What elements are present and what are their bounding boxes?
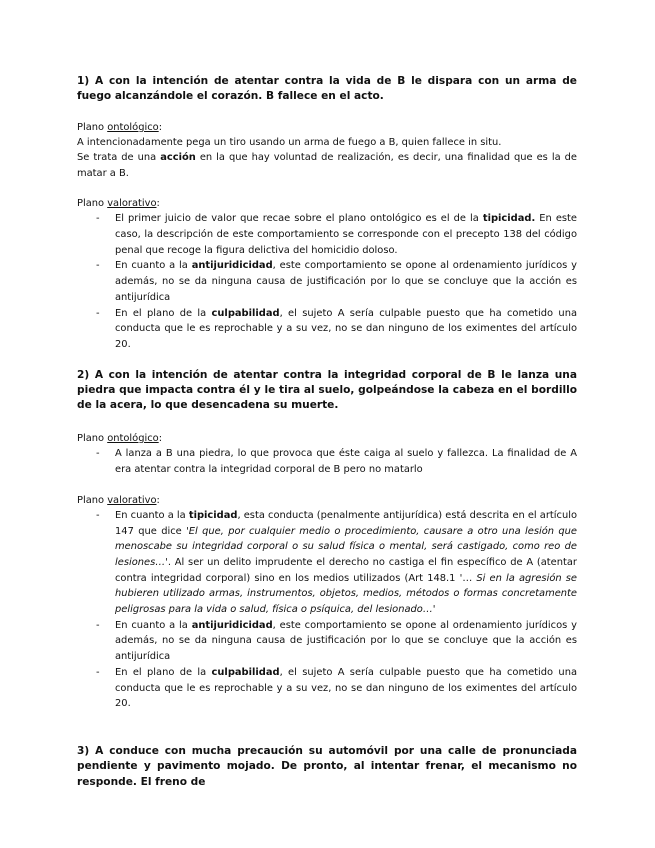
q1-ontologico-line2: Se trata de una acción en la que hay voluntad de realización, es decir, una finalidad que es la de matar a B. bbox=[77, 152, 578, 179]
document-page bbox=[77, 74, 577, 790]
q2-ontologico-list bbox=[77, 446, 577, 477]
q1-plano-valorativo-label: Plano valorativo: bbox=[77, 198, 160, 209]
list-item: - A lanza a B una piedra, lo que provoca que éste caiga al suelo y fallezca. La finalidad de A era atentar contra la integridad corporal de B pero no matarlo bbox=[96, 448, 577, 475]
question-3-title: 3) A conduce con mucha precaución su automóvil por una calle de pronunciada pendiente y pavimento mojado. De pronto, al intentar frenar, el mecanismo no responde. El freno de bbox=[77, 744, 577, 788]
q1-plano-ontologico-label: Plano ontológico: bbox=[77, 121, 163, 133]
list-item: - En cuanto a la antijuridicidad, este comportamiento se opone al ordenamiento jurídicos y además, no se da ninguna causa de justificación por lo que se concluye que la acción es antijurídica bbox=[96, 260, 577, 303]
list-item: - En cuanto a la tipicidad, esta conducta (penalmente antijurídica) está descrita en el artículo 147 que dice 'El que, por cualquier medio o procedimiento, causare a otro una lesión que menoscabe su integridad corporal o su salud física o mental, será castigado, como reo de lesiones…'. Al ser un delito imprudente el derecho no castiga el fin específico de A (atentar contra integridad corporal) sino en los medios utilizados (Art 148.1 '… Si en la agresión se hubieren utilizado armas, instrumentos, objetos, medios, métodos o formas concretamente peligrosas para la vida o salud, física o psíquica, del lesionado…' bbox=[96, 509, 578, 616]
q2-valorativo-list bbox=[77, 508, 577, 712]
list-item: - El primer juicio de valor que recae sobre el plano ontológico es el de la tipicidad. En este caso, la descripción de este comportamiento se corresponde con el precepto 138 del código penal que recoge la figura delictiva del homicidio doloso. bbox=[96, 213, 577, 256]
list-item: - En el plano de la culpabilidad, el sujeto A sería culpable puesto que ha cometido una conducta que le es reprochable y a su vez, no se dan ninguno de los eximentes del artículo 20. bbox=[96, 307, 578, 350]
question-1-title: 1) A con la intención de atentar contra la vida de B le dispara con un arma de fuego alcanzándole el corazón. B fallece en el acto. bbox=[77, 75, 577, 103]
q2-plano-ontologico-label: Plano ontológico: bbox=[77, 432, 163, 444]
q1-valorativo-list bbox=[77, 211, 577, 352]
question-2-title: 2) A con la intención de atentar contra la integridad corporal de B le lanza una piedra que impacta contra él y le tira al suelo, golpeándose la cabeza en el bordillo de la acera, lo que desencadena su muerte. bbox=[77, 368, 577, 412]
q2-plano-valorativo-label: Plano valorativo: bbox=[77, 494, 160, 506]
q1-ontologico-line1: A intencionadamente pega un tiro usando un arma de fuego a B, quien fallece in situ. bbox=[77, 137, 502, 149]
list-item: - En el plano de la culpabilidad, el sujeto A sería culpable puesto que ha cometido una conducta que le es reprochable y a su vez, no se dan ninguno de los eximentes del artículo 20. bbox=[96, 666, 578, 710]
list-item: - En cuanto a la antijuridicidad, este comportamiento se opone al ordenamiento jurídicos y además, no se da ninguna causa de justificación por lo que se concluye que la acción es antijurídica bbox=[96, 619, 577, 663]
